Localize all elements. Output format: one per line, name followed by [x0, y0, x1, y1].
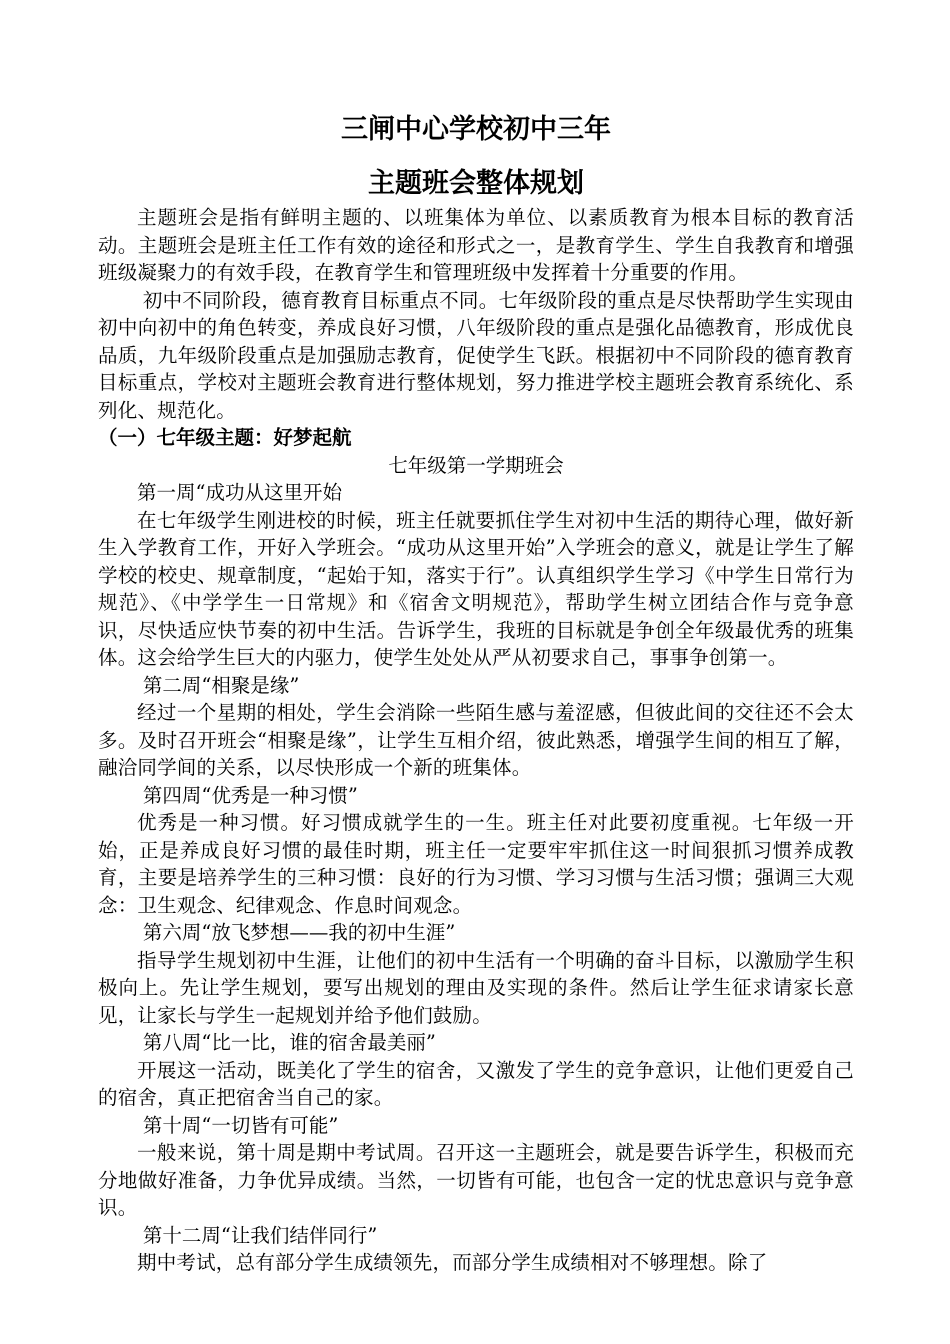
- week-body-8: 开展这一活动，既美化了学生的宿舍，又激发了学生的竞争意识，让他们更爱自己的宿舍，真正把宿舍当自己的家。: [98, 1058, 854, 1109]
- week-body-2: 经过一个星期的相处，学生会消除一些陌生感与羞涩感，但彼此间的交往还不会太多。及时召开班会“相聚是缘”，让学生互相介绍，彼此熟悉，增强学生间的相互了解，融洽同学间的关系，以尽快形成一个新的班集体。: [98, 701, 854, 779]
- week-title-4: 第四周“优秀是一种习惯”: [142, 783, 358, 807]
- week-title-1: 第一周“成功从这里开始: [137, 481, 342, 504]
- week-body-12: 期中考试，总有部分学生成绩领先，而部分学生成绩相对不够理想。除了: [137, 1251, 768, 1274]
- document-title-line1: 三闸中心学校初中三年: [341, 114, 611, 145]
- week-body-4: 优秀是一种习惯。好习惯成就学生的一生。班主任对此要初度重视。七年级一开始，正是养成良好习惯的最佳时期，班主任一定要牢牢抓住这一时间狠抓习惯养成教育，主要是培养学生的三种习惯：良好的行为习惯、学习习惯与生活习惯；强调三大观念：卫生观念、纪律观念、作息时间观念。: [98, 811, 854, 917]
- week-title-12: 第十二周“让我们结伴同行”: [142, 1223, 378, 1247]
- intro-paragraph-1: 主题班会是指有鲜明主题的、以班集体为单位、以素质教育为根本目标的教育活动。主题班会是班主任工作有效的途径和形式之一，是教育学生、学生自我教育和增强班级凝聚力的有效手段，在教育学生和管理班级中发挥着十分重要的作用。: [98, 206, 854, 284]
- week-title-10: 第十周“一切皆有可能”: [142, 1113, 339, 1137]
- week-body-6: 指导学生规划初中生涯，让他们的初中生活有一个明确的奋斗目标，以激励学生积极向上。先让学生规划，要写出规划的理由及实现的条件。然后让学生征求请家长意见，让家长与学生一起规划并给予他们鼓励。: [98, 948, 854, 1027]
- week-title-6: 第六周“放飞梦想——我的初中生涯”: [142, 921, 456, 944]
- week-body-1: 在七年级学生刚进校的时候，班主任就要抓住学生对初中生活的期待心理，做好新生入学教育工作，开好入学班会。“成功从这里开始”入学班会的意义，就是让学生了解学校的校史、规章制度，“起始于知，落实于行”。认真组织学生学习《中学生日常行为规范》、《中学学生一日常规》和《宿舍文明规范》，帮助学生树立团结合作与竞争意识，尽快适应快节奏的初中生活。告诉学生，我班的目标就是争创全年级最优秀的班集体。这会给学生巨大的内驱力，使学生处处从严从初要求自己，事事争创第一。: [98, 508, 854, 669]
- week-title-8: 第八周“比一比，谁的宿舍最美丽”: [142, 1031, 436, 1054]
- week-title-2: 第二周“相聚是缘”: [142, 673, 300, 697]
- document-title-line2: 主题班会整体规划: [368, 168, 584, 199]
- week-body-10: 一般来说，第十周是期中考试周。召开这一主题班会，就是要告诉学生，积极而充分地做好准备，力争优异成绩。当然，一切皆有可能，也包含一定的忧忠意识与竞争意识。: [98, 1141, 854, 1219]
- section-heading-grade7: （一）七年级主题：好梦起航: [98, 426, 352, 449]
- document-page: [98, 112, 854, 1277]
- intro-paragraph-2: 初中不同阶段，德育教育目标重点不同。七年级阶段的重点是尽快帮助学生实现由初中向初中的角色转变，养成良好习惯，八年级阶段的重点是强化品德教育，形成优良品质，九年级阶段重点是加强励志教育，促使学生飞跃。根据初中不同阶段的德育教育目标重点，学校对主题班会教育进行整体规划，努力推进学校主题班会教育系统化、系列化、规范化。: [98, 288, 854, 422]
- semester-heading: 七年级第一学期班会: [388, 453, 564, 477]
